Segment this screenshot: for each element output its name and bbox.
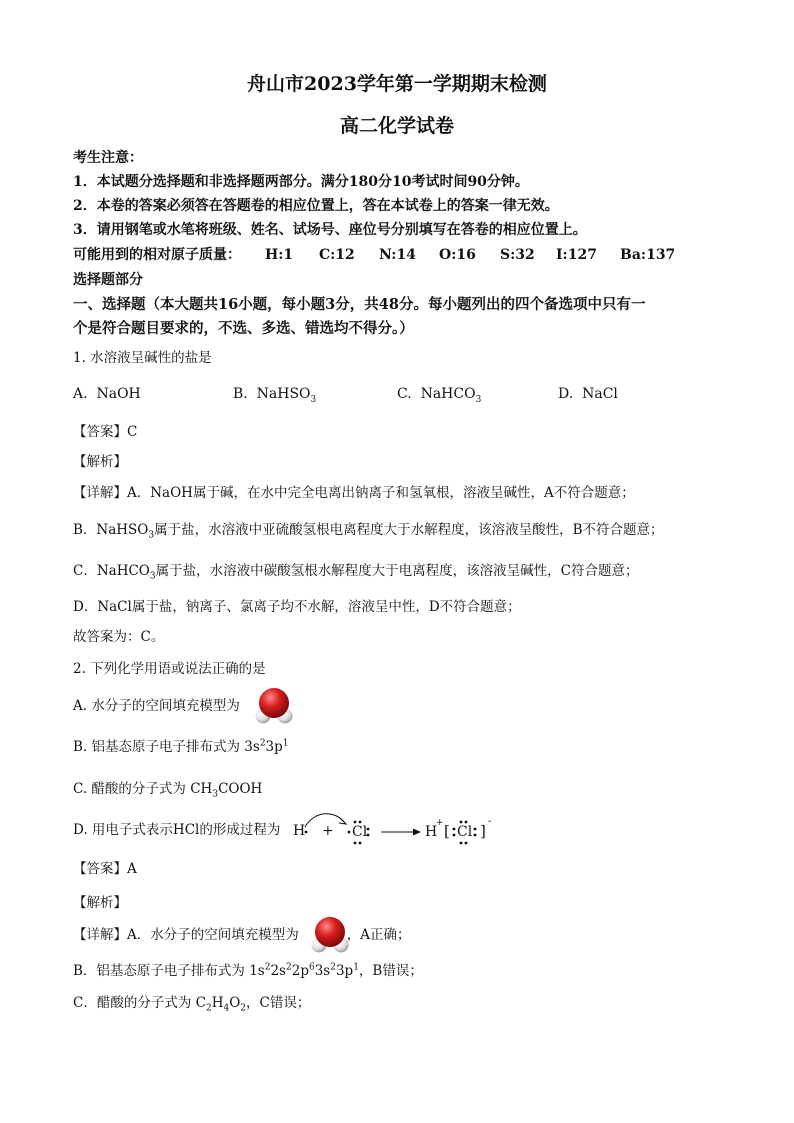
atomic-mass-s: S:32	[500, 247, 535, 263]
notice-item-1: 1．本试题分选择题和非选择题两部分。满分180分10考试时间90分钟。	[73, 174, 529, 190]
q1-detail-a: 【详解】A．NaOH属于碱，在水中完全电离出钠离子和氢氧根，溶液呈碱性，A不符合题意；	[73, 485, 635, 501]
atomic-mass-label: 可能用到的相对原子质量：	[73, 247, 241, 263]
eq-bracket-open: [	[444, 822, 450, 840]
eq-h-ion: H	[425, 824, 438, 840]
eq-plus: +	[322, 823, 334, 839]
q2-option-c: C. 醋酸的分子式为 $CH_3COOH$	[73, 781, 263, 800]
notice-heading: 考生注意：	[73, 150, 143, 166]
eq-cl-atom: Cl	[352, 824, 368, 840]
section-heading-2: 个是符合题目要求的，不选、多选、错选均不得分。）	[73, 320, 414, 337]
q1-option-b: B. NaHSO$_3$	[233, 386, 317, 405]
q1-analysis-label: 【解析】	[73, 454, 127, 470]
atomic-mass-line	[73, 246, 241, 264]
q2-stem: 2. 下列化学用语或说法正确的是	[73, 661, 266, 677]
eq-cl-charge: -	[488, 816, 492, 827]
q1-answer: 【答案】C	[73, 424, 138, 440]
notice-item-2: 2．本卷的答案必须答在答题卷的相应位置上，答在本试卷上的答案一律无效。	[73, 198, 559, 214]
eq-bracket-close: ]	[480, 822, 486, 840]
notice-item-3: 3．请用钢笔或水笔将班级、姓名、试场号、座位号分别填写在答卷的相应位置上。	[73, 222, 587, 238]
q1-option-a: A. NaOH	[73, 386, 141, 402]
eq-h-charge: +	[436, 818, 444, 828]
exam-subtitle: 高二化学试卷	[339, 115, 454, 137]
atomic-mass-n: N:14	[379, 247, 416, 263]
atomic-mass-i: I:127	[556, 247, 597, 263]
water-molecule-icon-answer	[306, 913, 354, 955]
q1-stem: 1. 水溶液呈碱性的盐是	[73, 350, 212, 366]
water-molecule-icon	[250, 684, 298, 726]
atomic-mass-o: O:16	[439, 247, 476, 263]
q1-conclusion: 故答案为：C。	[73, 629, 165, 645]
q2-detail-c: C．醋酸的分子式为 $C_2H_4O_2$，C错误；	[73, 995, 311, 1014]
q2-option-d: D. 用电子式表示HCl的形成过程为	[73, 822, 281, 838]
q1-option-c: C. NaHCO$_3$	[397, 386, 482, 405]
atomic-mass-c: C:12	[319, 247, 355, 263]
section-heading-1: 一、选择题（本大题共16小题，每小题3分，共48分。每小题列出的四个备选项中只有一	[73, 296, 646, 313]
q2-option-b: B. 铝基态原子电子排布式为 $3s^23p^1$	[73, 738, 289, 755]
eq-h-atom: H	[293, 823, 306, 839]
q1-detail-b: B．NaHSO$_3$属于盐，水溶液中亚硫酸氢根电离程度大于水解程度，该溶液呈酸性，B不符合题意；	[73, 522, 664, 541]
hcl-electron-equation	[289, 808, 504, 848]
q2-detail-a: 【详解】A．水分子的空间填充模型为 ，A正确；	[73, 927, 411, 943]
eq-cl-ion: Cl	[457, 824, 473, 840]
q2-analysis-label: 【解析】	[73, 895, 127, 911]
q1-detail-c: C．NaHCO$_3$属于盐，水溶液中碳酸氢根水解程度大于电离程度，该溶液呈碱性，C符合题意；	[73, 563, 639, 582]
q2-answer: 【答案】A	[73, 861, 137, 877]
q2-detail-b: B．铝基态原子电子排布式为 $1s^22s^22p^63s^23p^1$，B错误；	[73, 962, 423, 979]
atomic-mass-ba: Ba:137	[620, 247, 676, 263]
q2-option-a: A. 水分子的空间填充模型为	[73, 698, 240, 714]
q1-detail-d: D．NaCl属于盐，钠离子、氯离子均不水解，溶液呈中性，D不符合题意；	[73, 599, 521, 615]
q1-option-d: D. NaCl	[558, 386, 618, 402]
part-label: 选择题部分	[73, 272, 143, 288]
exam-title: 舟山市2023学年第一学期期末检测	[247, 73, 547, 95]
atomic-mass-h: H:1	[265, 247, 294, 263]
